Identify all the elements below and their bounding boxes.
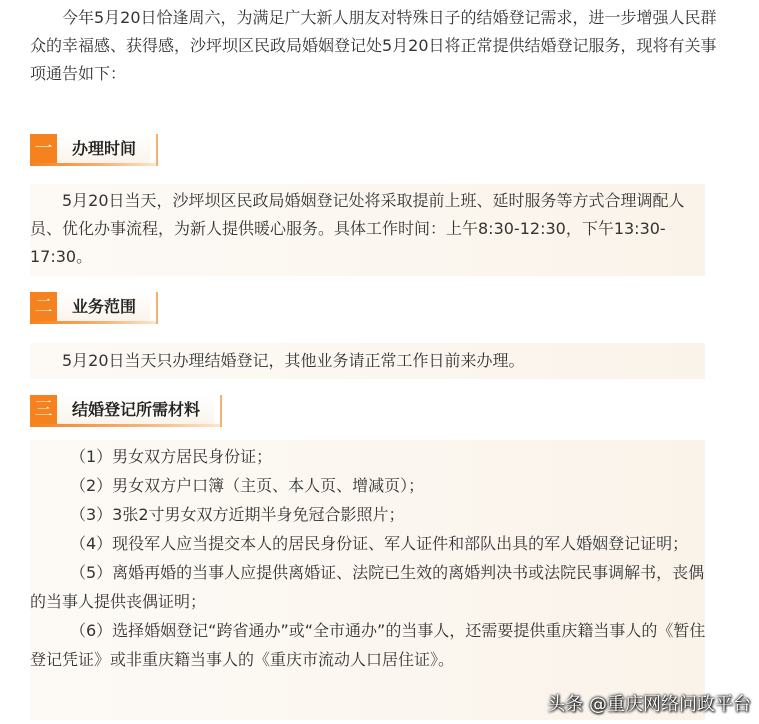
section-title: 业务范围	[57, 292, 150, 321]
materials-list	[30, 442, 720, 674]
section-underline	[30, 424, 222, 427]
section-heading-scope	[30, 289, 160, 329]
section-text: 5月20日当天只办理结婚登记，其他业务请正常工作日前来办理。	[62, 351, 525, 370]
list-item: （1）男女双方居民身份证；	[70, 447, 273, 466]
section-corner	[156, 134, 158, 166]
section-body-scope	[30, 343, 705, 379]
list-item: （4）现役军人应当提交本人的居民身份证、军人证件和部队出具的军人婚姻登记证明；	[70, 534, 689, 553]
section-title: 结婚登记所需材料	[57, 395, 214, 424]
intro-paragraph: 今年5月20日恰逢周六，为满足广大新人朋友对特殊日子的结婚登记需求，进一步增强人民群众的幸福感、获得感，沙坪坝区民政局婚姻登记处5月20日将正常提供结婚登记服务，现将有关事项通告如下：	[30, 8, 717, 83]
section-corner	[156, 292, 158, 324]
list-item: （5）离婚再婚的当事人应提供离婚证、法院已生效的离婚判决书或法院民事调解书，丧偶的当事人提供丧偶证明；	[30, 563, 705, 611]
section-number: 一	[30, 134, 57, 163]
list-item: （2）男女双方户口簿（主页、本人页、增减页）；	[70, 476, 425, 495]
section-number: 三	[30, 395, 57, 424]
section-body-time	[30, 184, 705, 276]
watermark-text: 头条 @重庆网络问政平台	[547, 694, 751, 715]
section-underline	[30, 163, 158, 166]
section-number: 二	[30, 292, 57, 321]
section-underline	[30, 321, 158, 324]
section-title: 办理时间	[57, 134, 150, 163]
list-item: （6）选择婚姻登记“跨省通办”或“全市通办”的当事人，还需要提供重庆籍当事人的《暂住登记凭证》或非重庆籍当事人的《重庆市流动人口居住证》。	[30, 621, 706, 669]
section-corner	[220, 395, 222, 427]
section-text: 5月20日当天，沙坪坝区民政局婚姻登记处将采取提前上班、延时服务等方式合理调配人员、优化办事流程，为新人提供暖心服务。具体工作时间：上午8:30-12:30，下午13:30-17:30。	[30, 191, 685, 266]
list-item: （3）3张2寸男女双方近期半身免冠合影照片；	[70, 505, 405, 524]
section-heading-time	[30, 131, 160, 171]
section-heading-materials	[30, 392, 225, 432]
